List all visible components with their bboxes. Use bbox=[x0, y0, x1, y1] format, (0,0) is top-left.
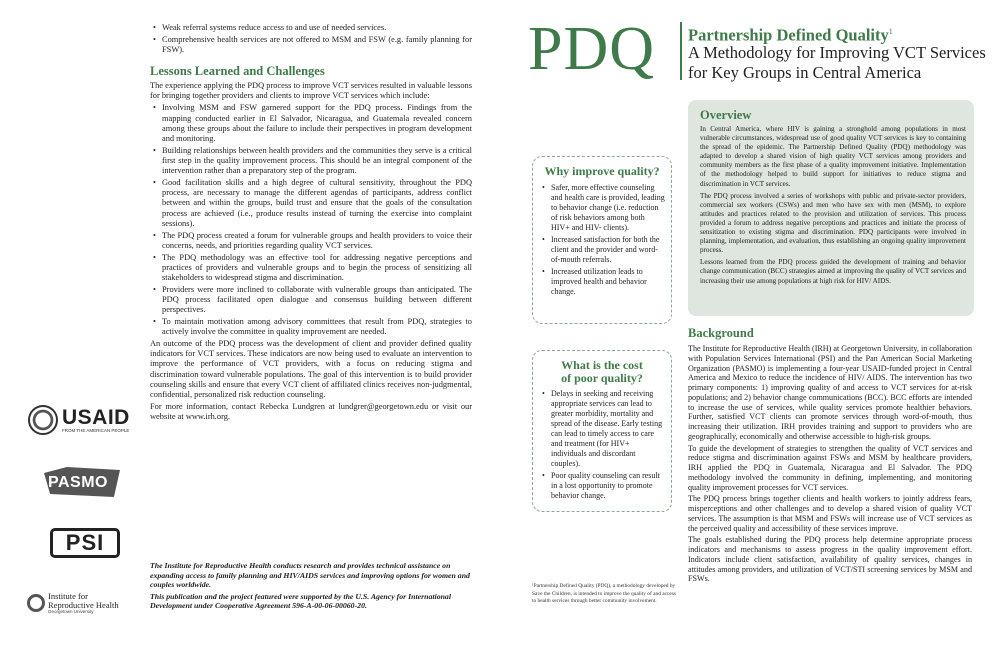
list-item: • Increased satisfaction for both the client and the provider and word-of-mouth referrals. bbox=[539, 235, 665, 265]
cost-box bbox=[532, 350, 672, 512]
cost-list bbox=[539, 389, 665, 501]
list-item: • Involving MSM and FSW garnered support for the PDQ process. Findings from the mapping conducted earlier in El Salvador, Nicaragua, and Guatemala revealed concern among these groups about the failure to include their perspectives in program development and monitoring. bbox=[150, 103, 472, 144]
pasmo-wordmark: PASMO bbox=[48, 474, 108, 491]
lessons-list bbox=[150, 103, 472, 337]
lessons-section bbox=[150, 81, 472, 423]
usaid-wordmark: USAID bbox=[62, 405, 130, 429]
list-item: • Safer, more effective counseling and health care is provided, leading to behavior change (i.e. reduction of risk behaviors among both HIV+ and HIV- clients). bbox=[539, 183, 665, 233]
background-paragraph: The PDQ process brings together clients and health workers to jointly address fears, misperceptions and other challenges and to develop a shared vision of quality VCT services. The assumption is that MSM and FSWs will increase use of VCT services as the perceived quality and accessibility of these services improve. bbox=[688, 494, 972, 533]
usaid-logo bbox=[28, 403, 138, 437]
list-item: • The PDQ process created a forum for vulnerable groups and health providers to voice their concerns, needs, and priorities regarding quality VCT services. bbox=[150, 231, 472, 251]
masthead-divider bbox=[680, 22, 682, 80]
usaid-tagline: FROM THE AMERICAN PEOPLE bbox=[62, 427, 130, 433]
footnote: ¹Partnership Defined Quality (PDQ), a methodology developed by Save the Children, is intended to improve the quality of and access to health services through better community involvement. bbox=[532, 583, 677, 605]
list-item: • Delays in seeking and receiving appropriate services can lead to greater morbidity, mortality and spread of the disease. Early testing can lead to timely access to care and treatment (for HIV+ individuals and discordant couples). bbox=[539, 389, 665, 469]
masthead-subtitle bbox=[688, 43, 986, 82]
psi-logo bbox=[50, 528, 120, 558]
background-section bbox=[688, 344, 972, 584]
cost-heading-line1: What is the cost bbox=[561, 358, 643, 372]
lessons-intro: The experience applying the PDQ process to improve VCT services resulted in valuable lessons for bringing together providers and clients to improve VCT services which include: bbox=[150, 81, 472, 101]
list-item: • Providers were more inclined to collaborate with vulnerable groups than anticipated. The PDQ process facilitated open dialogue and consensus building between different perspectives. bbox=[150, 285, 472, 316]
masthead-subtitle-line2: for Key Groups in Central America bbox=[688, 62, 922, 82]
irh-logo bbox=[27, 590, 139, 616]
list-item: • Weak referral systems reduce access to and use of needed services. bbox=[150, 23, 472, 33]
why-improve-list bbox=[539, 183, 665, 297]
irh-name-line3: Georgetown University bbox=[48, 609, 94, 614]
overview-paragraph: The PDQ process involved a series of workshops with public and private-sector providers, commercial sex workers (CSWs) and men who have sex with men (MSM), to explore attitudes and practices related to the provision and utilization of services. This process provided a forum to address negative perceptions and practices and initiate the process of sensitization to existing stigma and discrimination. PDQ participants were involved in planning, implementation, and evaluation, thus establishing an ongoing quality improvement process. bbox=[700, 191, 966, 255]
overview-heading: Overview bbox=[700, 108, 752, 122]
usaid-seal-icon bbox=[28, 405, 58, 435]
list-item: • The PDQ methodology was an effective tool for addressing negative perceptions and practices of providers and vulnerable groups and to begin the process of sensitizing all stakeholders to widespread stigma and discrimination. bbox=[150, 253, 472, 284]
cost-heading bbox=[539, 359, 665, 384]
masthead-subtitle-line1: A Methodology for Improving VCT Services bbox=[688, 43, 986, 62]
masthead-title-text: Partnership Defined Quality bbox=[688, 25, 889, 45]
background-paragraph: The Institute for Reproductive Health (IRH) at Georgetown University, in collaboration with Population Services International (PSI) and the Pan American Social Marketing Organization (PASMO) is implementing a four-year USAID-funded project in Central America and Mexico to reduce the incidence of HIV/ AIDS. The intervention has two primary components: 1) improving quality of and access to VCT services for at-risk populations; and 2) behavior change communications (BCC). BCC efforts are intended to increase the use of services, while quality services promote healthier behaviors. Further, satisfied VCT clients can promote services through word-of-mouth, thus increasing their utilization. IRH provides training and support to providers who are geographically, economically and otherwise accessible to high-risk groups. bbox=[688, 344, 972, 441]
background-paragraph: The goals established during the PDQ process help determine appropriate process indicators and mechanisms to assess progress in the quality improvement effort. Indicators include client satisfaction, availability of quality services, changes in attitudes among providers, and utilization of VCT/STI screening services by MSM and FSWs. bbox=[688, 535, 972, 584]
lessons-heading: Lessons Learned and Challenges bbox=[150, 64, 325, 78]
footer-usaid-statement: This publication and the project featured were supported by the U.S. Agency for International Development under Cooperative Agreement 596-A-00-06-00060-20. bbox=[150, 591, 451, 611]
overview-box bbox=[688, 100, 974, 316]
list-item: • Increased utilization leads to improved health and behavior change. bbox=[539, 267, 665, 297]
cost-heading-line2: of poor quality? bbox=[561, 370, 643, 385]
irh-emblem-icon bbox=[27, 594, 45, 612]
masthead-title-sup: 1 bbox=[888, 27, 893, 36]
contact-text: For more information, contact Rebecka Lundgren at lundgrer@georgetown.edu or visit our website at www.irh.org. bbox=[150, 402, 472, 422]
overview-paragraph: Lessons learned from the PDQ process guided the development of training and behavior change communication (BCC) strategies aimed at improving the quality of VCT services and increasing their use among populations at high risk for HIV/ AIDS. bbox=[700, 258, 966, 285]
irh-name-line2: Reproductive Health bbox=[48, 599, 119, 610]
list-item: • Good facilitation skills and a high degree of cultural sensitivity, throughout the PDQ process, are necessary to manage the different agendas of participants, address conflict between and within the groups, build trust and ensure that the goals of the consultation process are achieved (i.e., produce results instead of turning the exercise into complaint sessions). bbox=[150, 178, 472, 229]
left-top-bullets bbox=[150, 23, 472, 57]
pasmo-logo bbox=[44, 463, 122, 501]
background-heading: Background bbox=[688, 326, 754, 340]
footer-irh-statement: The Institute for Reproductive Health conducts research and provides technical assistance on expanding access to family planning and HIV/AIDS services and improving options for women and couples worldwide. bbox=[150, 561, 470, 590]
masthead-title bbox=[688, 22, 893, 45]
list-item: • Building relationships between health providers and the communities they serve is a critical first step in the quality improvement process. This should be an integral component of the intervention rather than a preparatory step of the program. bbox=[150, 146, 472, 177]
list-item: • To maintain motivation among advisory committees that result from PDQ, strategies to actively involve the committee in quality improvement are needed. bbox=[150, 317, 472, 337]
list-item: • Comprehensive health services are not offered to MSM and FSW (e.g. family planning for FSW). bbox=[150, 35, 472, 55]
psi-wordmark: PSI bbox=[65, 530, 105, 555]
lessons-outcome: An outcome of the PDQ process was the development of client and provider defined quality indicators for VCT services. These indicators are now being used to evaluate an intervention to improve the performance of VCT providers, with a focus on reducing stigma and discrimination toward vulnerable populations. The goal of this intervention is to build provider counseling skills and ensure that every VCT client of affiliated clinics receives non-judgmental, confidential, personalized risk reduction counseling. bbox=[150, 339, 472, 400]
list-item: • Poor quality counseling can result in a lost opportunity to promote behavior change. bbox=[539, 471, 665, 501]
pdq-logo-text: PDQ bbox=[528, 15, 656, 83]
footer-italic bbox=[150, 561, 472, 611]
why-improve-box bbox=[532, 156, 672, 324]
irh-name-line1: Institute for bbox=[48, 591, 88, 601]
background-paragraph: To guide the development of strategies to strengthen the quality of VCT services and reduce stigma and discrimination against FSWs and MSM by healthcare providers, IRH applied the PDQ in Guatemala, Nicaragua and El Salvador. The PDQ methodology involved the community in defining, implementing, and monitoring quality improvement processes for VCT services. bbox=[688, 443, 972, 492]
why-improve-heading: Why improve quality? bbox=[544, 164, 660, 178]
overview-paragraph: In Central America, where HIV is gaining a stronghold among populations in most vulnerable circumstances, widespread use of good quality VCT services is key to containing the spread of the epidemic. The Partnership Defined Quality (PDQ) methodology was adapted to develop a shared vision of high quality VCT services among providers and community members as the first phase of a quality improvement initiative. Implementation of the methodology helped to build support for initiatives to reduce stigma and discrimination in VCT services. bbox=[700, 125, 966, 188]
